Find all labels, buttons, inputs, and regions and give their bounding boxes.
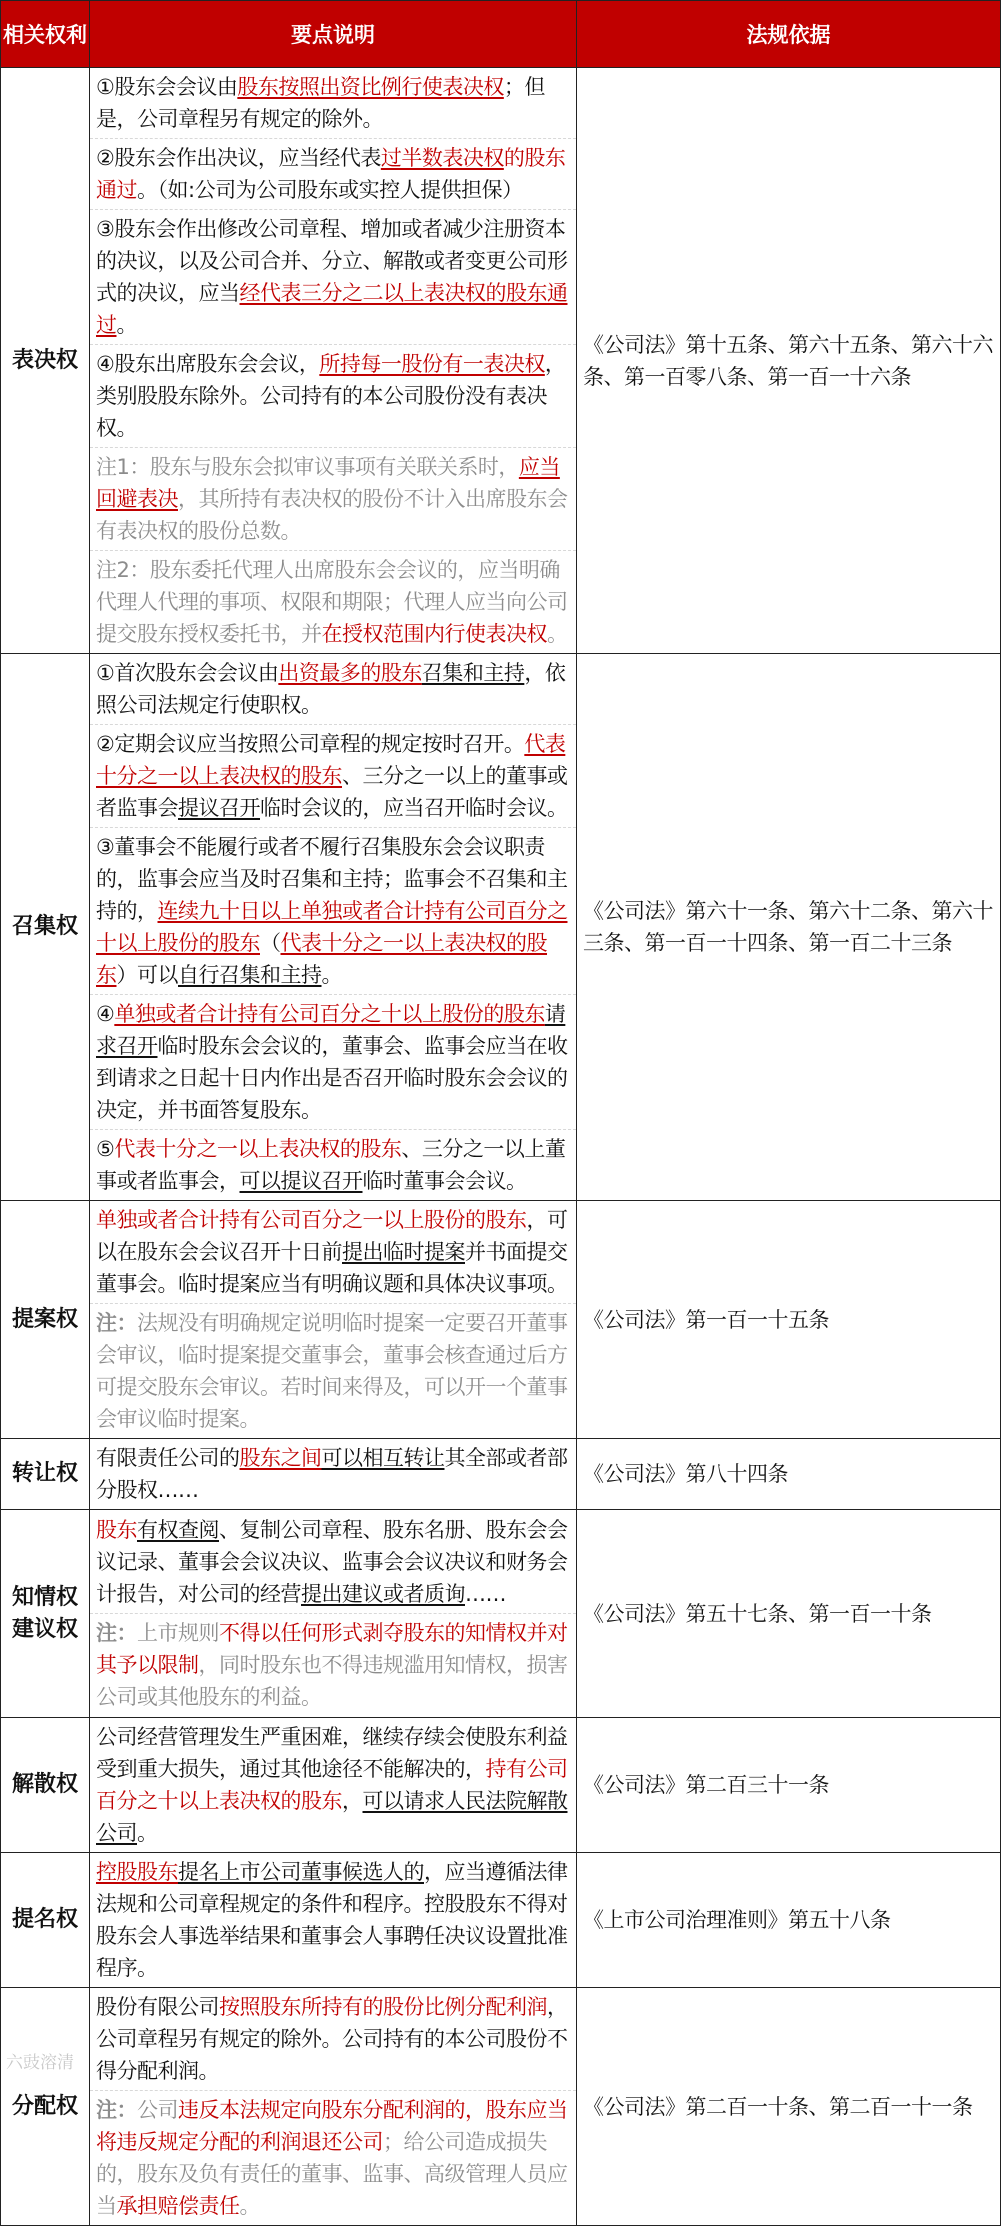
note: 注：法规没有明确规定说明临时提案一定要召开董事会审议，临时提案提交董事会，董事会核查通过后方可提交股东会审议。若时间来得及，可以开一个董事会审议临时提案。 bbox=[90, 1303, 576, 1438]
key-points-cell bbox=[90, 1439, 577, 1510]
legal-basis: 《公司法》第二百三十一条 bbox=[577, 1718, 1001, 1853]
header-legal-basis: 法规依据 bbox=[577, 1, 1001, 68]
point: ③股东会作出修改公司章程、增加或者减少注册资本的决议，以及公司合并、分立、解散或者变更公司形式的决议，应当经代表三分之二以上表决权的股东通过。 bbox=[90, 209, 576, 344]
header-rights: 相关权利 bbox=[1, 1, 90, 68]
point: 公司经营管理发生严重困难，继续存续会使股东利益受到重大损失，通过其他途径不能解决的，持有公司百分之十以上表决权的股东，可以请求人民法院解散公司。 bbox=[90, 1718, 576, 1852]
point: ④股东出席股东会会议，所持每一股份有一表决权，类别股股东除外。公司持有的本公司股份没有表决权。 bbox=[90, 344, 576, 447]
point: ①股东会会议由股东按照出资比例行使表决权；但是，公司章程另有规定的除外。 bbox=[90, 68, 576, 138]
right-name: 表决权 bbox=[1, 68, 90, 654]
table-row bbox=[1, 1988, 1001, 2226]
legal-basis: 《公司法》第一百一十五条 bbox=[577, 1201, 1001, 1439]
note: 注：上市规则不得以任何形式剥夺股东的知情权并对其予以限制，同时股东也不得违规滥用知情权，损害公司或其他股东的利益。 bbox=[90, 1613, 576, 1716]
watermark: 六豉溶清 bbox=[6, 2048, 74, 2073]
right-name: 知情权 建议权 bbox=[1, 1510, 90, 1718]
legal-basis: 《公司法》第二百一十条、第二百一十一条 bbox=[577, 1988, 1001, 2226]
table-row bbox=[1, 1439, 1001, 1510]
point: ②定期会议应当按照公司章程的规定按时召开。代表十分之一以上表决权的股东、三分之一以上的董事或者监事会提议召开临时会议的，应当召开临时会议。 bbox=[90, 724, 576, 827]
table-row bbox=[1, 654, 1001, 1201]
point: 单独或者合计持有公司百分之一以上股份的股东，可以在股东会会议召开十日前提出临时提案并书面提交董事会。临时提案应当有明确议题和具体决议事项。 bbox=[90, 1201, 576, 1303]
point: ②股东会作出决议，应当经代表过半数表决权的股东通过。（如:公司为公司股东或实控人提供担保） bbox=[90, 138, 576, 209]
key-points-cell bbox=[90, 1201, 577, 1439]
note: 注：公司违反本法规定向股东分配利润的，股东应当将违反规定分配的利润退还公司；给公司造成损失的，股东及负有责任的董事、监事、高级管理人员应当承担赔偿责任。 bbox=[90, 2090, 576, 2225]
point: ③董事会不能履行或者不履行召集股东会会议职责的，监事会应当及时召集和主持；监事会不召集和主持的，连续九十日以上单独或者合计持有公司百分之十以上股份的股东（代表十分之一以上表决权的股东）可以自行召集和主持。 bbox=[90, 827, 576, 994]
legal-basis: 《公司法》第六十一条、第六十二条、第六十三条、第一百一十四条、第一百二十三条 bbox=[577, 654, 1001, 1201]
point: 控股股东提名上市公司董事候选人的，应当遵循法律法规和公司章程规定的条件和程序。控股股东不得对股东会人事选举结果和董事会人事聘任决议设置批准程序。 bbox=[90, 1853, 576, 1987]
key-points-cell bbox=[90, 1988, 577, 2226]
table-row bbox=[1, 68, 1001, 654]
header-key-points: 要点说明 bbox=[90, 1, 577, 68]
table-row bbox=[1, 1853, 1001, 1988]
note: 注2：股东委托代理人出席股东会会议的，应当明确代理人代理的事项、权限和期限；代理人应当向公司提交股东授权委托书，并在授权范围内行使表决权。 bbox=[90, 550, 576, 653]
right-name: 提案权 bbox=[1, 1201, 90, 1439]
key-points-cell bbox=[90, 1853, 577, 1988]
key-points-cell bbox=[90, 1510, 577, 1718]
legal-basis: 《上市公司治理准则》第五十八条 bbox=[577, 1853, 1001, 1988]
key-points-cell bbox=[90, 1718, 577, 1853]
table-row bbox=[1, 1201, 1001, 1439]
right-name: 分配权 bbox=[1, 1988, 90, 2226]
key-points-cell bbox=[90, 68, 577, 654]
table-row bbox=[1, 1510, 1001, 1718]
header-row bbox=[1, 1, 1001, 68]
legal-basis: 《公司法》第五十七条、第一百一十条 bbox=[577, 1510, 1001, 1718]
right-name: 解散权 bbox=[1, 1718, 90, 1853]
point: ④单独或者合计持有公司百分之十以上股份的股东请求召开临时股东会会议的，董事会、监事会应当在收到请求之日起十日内作出是否召开临时股东会会议的决定，并书面答复股东。 bbox=[90, 994, 576, 1129]
point: 股东有权查阅、复制公司章程、股东名册、股东会会议记录、董事会会议决议、监事会会议决议和财务会计报告，对公司的经营提出建议或者质询…… bbox=[90, 1511, 576, 1613]
table-row bbox=[1, 1718, 1001, 1853]
legal-basis: 《公司法》第十五条、第六十五条、第六十六条、第一百零八条、第一百一十六条 bbox=[577, 68, 1001, 654]
key-points-cell bbox=[90, 654, 577, 1201]
note: 注1：股东与股东会拟审议事项有关联关系时，应当回避表决，其所持有表决权的股份不计入出席股东会有表决权的股份总数。 bbox=[90, 447, 576, 550]
point: 股份有限公司按照股东所持有的股份比例分配利润，公司章程另有规定的除外。公司持有的本公司股份不得分配利润。 bbox=[90, 1988, 576, 2090]
right-name: 提名权 bbox=[1, 1853, 90, 1988]
legal-basis: 《公司法》第八十四条 bbox=[577, 1439, 1001, 1510]
right-name: 召集权 bbox=[1, 654, 90, 1201]
point: ⑤代表十分之一以上表决权的股东、三分之一以上董事或者监事会，可以提议召开临时董事会会议。 bbox=[90, 1129, 576, 1200]
point: ①首次股东会会议由出资最多的股东召集和主持，依照公司法规定行使职权。 bbox=[90, 654, 576, 724]
right-name: 转让权 bbox=[1, 1439, 90, 1510]
point: 有限责任公司的股东之间可以相互转让其全部或者部分股权…… bbox=[90, 1439, 576, 1509]
